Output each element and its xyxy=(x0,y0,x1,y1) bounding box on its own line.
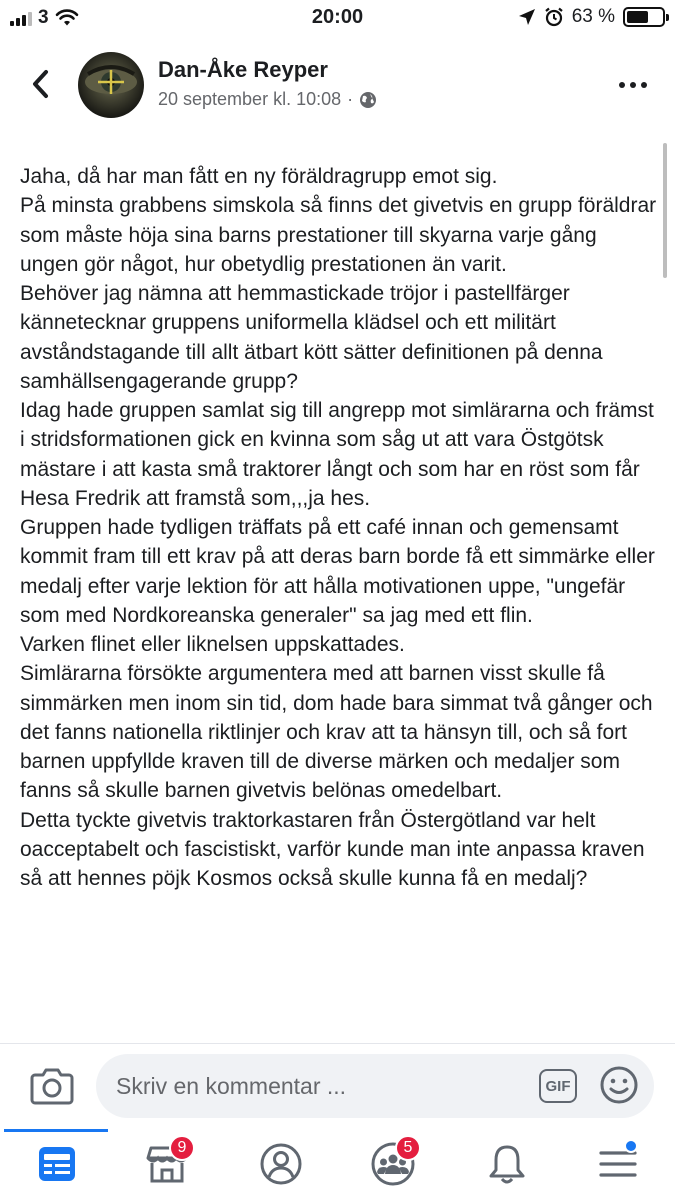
camera-icon xyxy=(30,1066,74,1106)
globe-icon xyxy=(359,91,377,109)
marketplace-badge: 9 xyxy=(169,1135,195,1161)
profile-icon xyxy=(260,1143,302,1185)
post-meta xyxy=(158,89,377,110)
active-tab-indicator xyxy=(4,1129,108,1132)
battery-fill xyxy=(627,11,648,23)
clock: 20:00 xyxy=(311,6,364,28)
eye-image-icon xyxy=(78,52,144,118)
carrier-label: 3 xyxy=(38,7,49,28)
battery-icon xyxy=(623,7,665,27)
meta-separator: · xyxy=(347,89,354,109)
bottom-tab-bar xyxy=(0,1129,675,1200)
gif-button[interactable]: GIF xyxy=(539,1069,577,1103)
smiley-icon xyxy=(599,1065,639,1105)
menu-notification-dot xyxy=(624,1139,638,1153)
more-dot-icon xyxy=(630,82,636,88)
status-bar xyxy=(0,0,675,36)
groups-badge: 5 xyxy=(395,1135,421,1161)
bell-icon xyxy=(488,1143,526,1185)
location-arrow-icon xyxy=(518,8,536,26)
author-name[interactable]: Dan-Åke Reyper xyxy=(158,57,328,82)
scrollbar[interactable] xyxy=(663,143,667,278)
more-dot-icon xyxy=(619,82,625,88)
tab-news-feed[interactable] xyxy=(27,1139,87,1189)
news-feed-icon xyxy=(37,1145,77,1183)
status-right xyxy=(518,6,665,28)
camera-button[interactable] xyxy=(30,1066,74,1106)
emoji-button[interactable] xyxy=(599,1065,639,1105)
post-header xyxy=(0,40,675,140)
battery-percent: 63 % xyxy=(571,6,615,27)
comment-bar xyxy=(0,1043,675,1129)
tab-notifications[interactable] xyxy=(477,1139,537,1189)
tab-menu[interactable] xyxy=(588,1139,648,1189)
tab-marketplace[interactable] xyxy=(137,1139,197,1189)
back-button[interactable] xyxy=(22,66,58,102)
post-body-text: Jaha, då har man fått en ny föräldragrupp emot sig. På minsta grabbens simskola så finns det givetvis en grupp föräldrar som måste höja sina barns prestationer till skyarna varje gång ungen gör något, hur obetydlig prestationen än varit. Behöver jag nämna att hemmastickade tröjor i pastellfärger kännetecknar gruppens uniformella klädsel och ett militärt avståndstagande till allt ätbart kött sätter definitionen på denna samhällsengagerande grupp? Idag hade gruppen samlat sig till angrepp mot simlärarna och främst i stridsformationen gick en kvinna som såg ut att vara Östgötsk mästare i att kasta små traktorer långt och som har en röst som får Hesa Fredrik att framstå som,,,ja hes. Gruppen hade tydligen träffats på ett café innan och gemensamt kommit fram till ett krav på att deras barn borde få ett simmärke eller medalj efter varje lektion för att hålla motivationen uppe, "ungefär som med Nordkoreanska generaler" sa jag med ett flin. Varken flinet eller liknelsen uppskattades. Simlärarna försökte argumentera med att barnen visst skulle få simmärken men inom sin tid, dom hade bara simmat två gånger och det fanns nationella riktlinjer och krav att ta hänsyn till, och så fort barnen uppfyllde kraven till de diverse märken och medaljer som fanns så skulle barnen givetvis belönas omedelbart. Detta tyckte givetvis traktorkastaren från Östergötland var helt oacceptabelt och fascistiskt, varför kunde man inte anpassa kraven så att hennes pöjk Kosmos också skulle kunna få en medalj? xyxy=(20,165,657,890)
tab-groups[interactable] xyxy=(363,1139,423,1189)
more-dot-icon xyxy=(641,82,647,88)
author-avatar[interactable] xyxy=(78,52,144,118)
tab-profile[interactable] xyxy=(251,1139,311,1189)
post-date[interactable]: 20 september kl. 10:08 xyxy=(158,89,342,109)
more-options-button[interactable] xyxy=(613,70,653,100)
comment-placeholder: Skriv en kommentar ... xyxy=(116,1072,347,1099)
alarm-clock-icon xyxy=(544,7,564,27)
chevron-left-icon xyxy=(30,69,50,99)
